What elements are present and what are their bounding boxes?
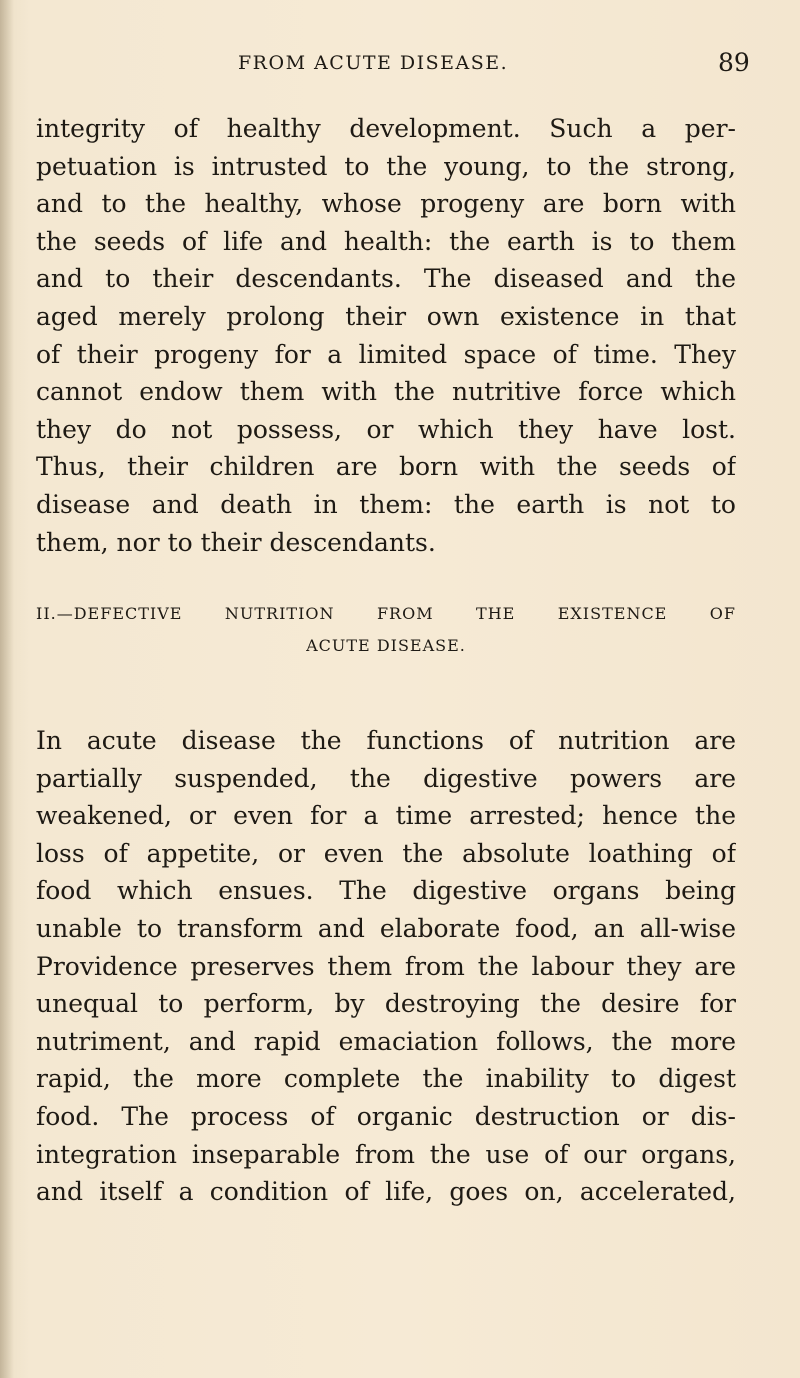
text-line: cannot endow them with the nutritive force which (36, 377, 736, 407)
page-header (0, 48, 800, 82)
text-line: In acute disease the functions of nutrition are (36, 726, 736, 755)
text-line: unequal to perform, by destroying the desire for (36, 989, 736, 1019)
text-line: food which ensues. The digestive organs being (36, 876, 736, 906)
text-line: rapid, the more complete the inability to digest (36, 1064, 736, 1094)
paragraph-1 (36, 110, 736, 561)
text-line: nutriment, and rapid emaciation follows, the more (36, 1026, 736, 1056)
section-heading-line-2: ACUTE DISEASE. (306, 636, 466, 655)
paragraph-2 (36, 722, 736, 1211)
text-line: of their progeny for a limited space of time. They (36, 339, 736, 369)
text-line: and to the healthy, whose progeny are born with (36, 189, 736, 219)
text-line: them, nor to their descendants. (36, 527, 436, 557)
text-line: loss of appetite, or even the absolute loathing of (36, 838, 736, 868)
text-line: partially suspended, the digestive powers are (36, 763, 736, 793)
page-gutter-shadow (0, 0, 14, 1378)
text-line: the seeds of life and health: the earth is to them (36, 226, 736, 256)
text-line: integrity of healthy development. Such a per- (36, 114, 736, 143)
text-line: Thus, their children are born with the seeds of (36, 452, 736, 482)
text-line: petuation is intrusted to the young, to the strong, (36, 151, 736, 181)
page-number: 89 (718, 48, 750, 77)
text-line: and itself a condition of life, goes on, accelerated, (36, 1177, 736, 1207)
text-line: disease and death in them: the earth is not to (36, 489, 736, 519)
text-line: Providence preserves them from the labour they are (36, 951, 736, 981)
text-line: weakened, or even for a time arrested; hence the (36, 801, 736, 831)
running-head: FROM ACUTE DISEASE. (238, 52, 509, 74)
text-line: unable to transform and elaborate food, an all-wise (36, 913, 736, 943)
text-line: they do not possess, or which they have lost. (36, 414, 736, 444)
section-heading-line-1: II.—DEFECTIVE NUTRITION FROM THE EXISTENCE OF (36, 604, 736, 623)
section-heading (36, 598, 736, 662)
text-line: food. The process of organic destruction or dis- (36, 1101, 736, 1131)
text-line: integration inseparable from the use of our organs, (36, 1139, 736, 1169)
text-line: and to their descendants. The diseased and the (36, 264, 736, 294)
text-line: aged merely prolong their own existence in that (36, 301, 736, 331)
